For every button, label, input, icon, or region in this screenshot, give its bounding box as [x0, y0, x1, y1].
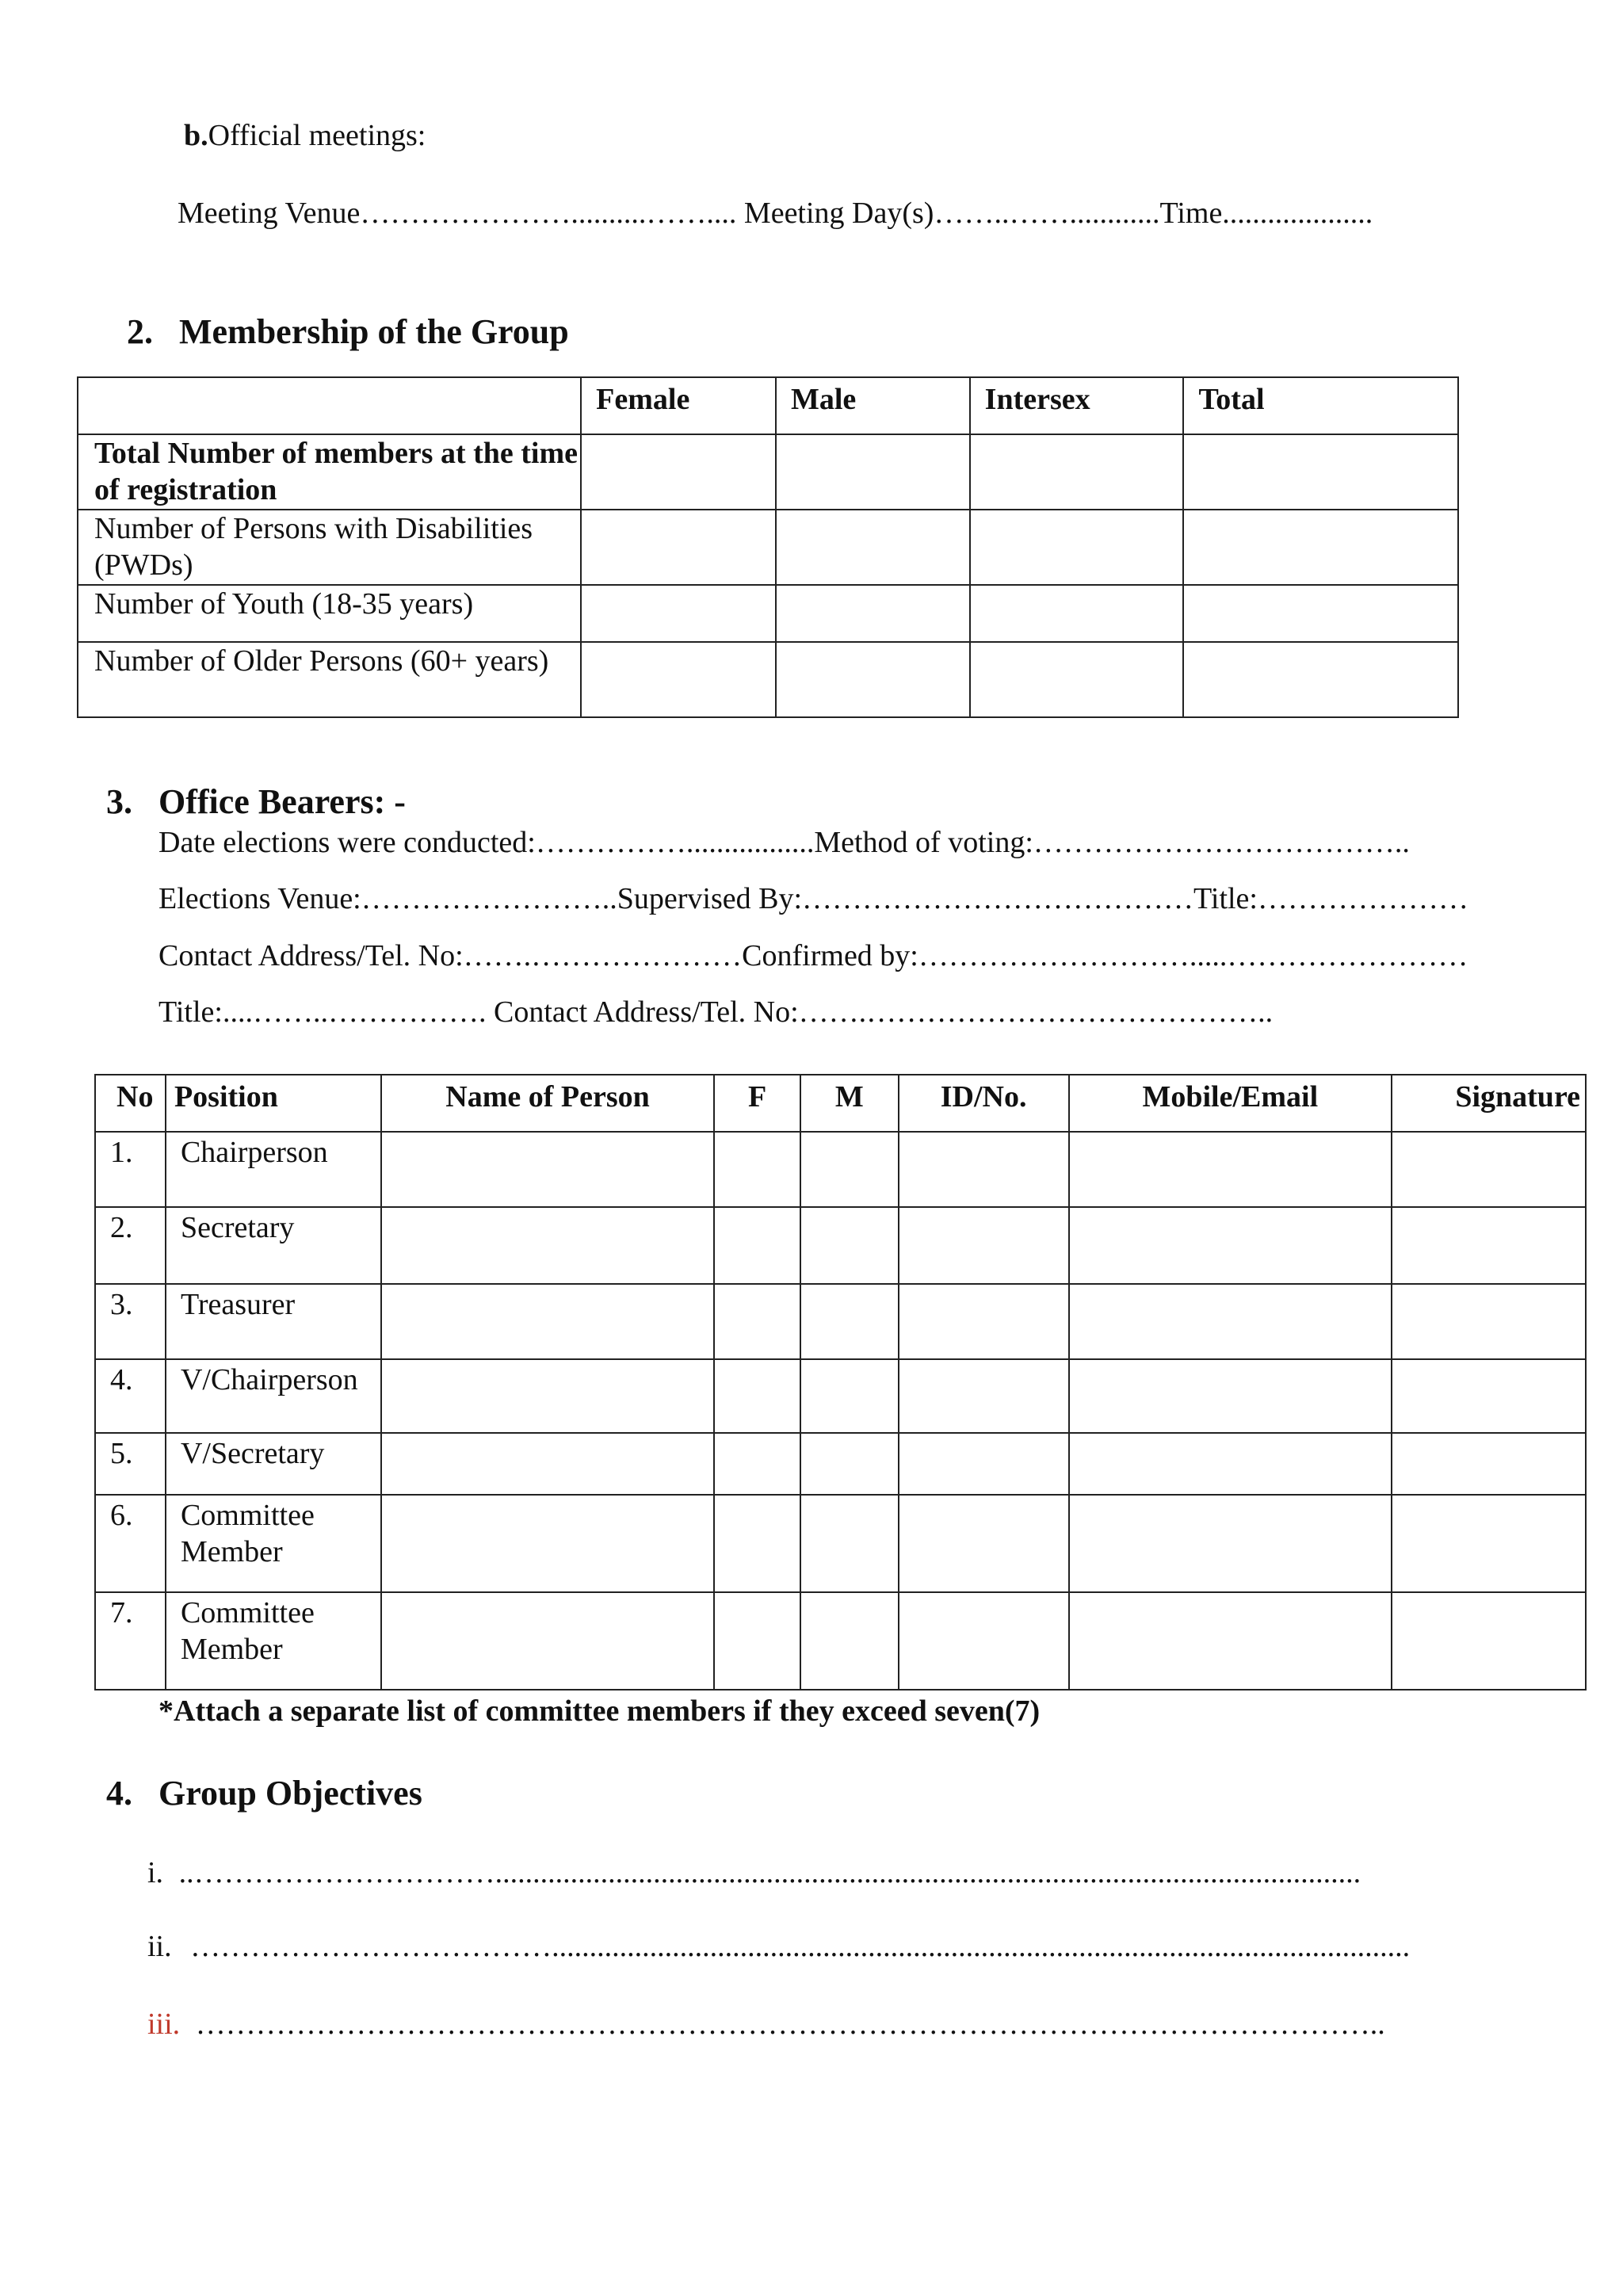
membership-cell-female[interactable] — [581, 510, 776, 585]
m-cell[interactable] — [800, 1495, 899, 1592]
signature-cell[interactable] — [1392, 1284, 1586, 1359]
row-number: 3. — [95, 1284, 166, 1359]
row-number: 7. — [95, 1592, 166, 1690]
row-position: Committee Member — [166, 1495, 381, 1592]
membership-cell-male[interactable] — [776, 642, 970, 717]
name-cell[interactable] — [381, 1592, 714, 1690]
name-cell[interactable] — [381, 1433, 714, 1495]
objective-line[interactable]: ..…………………………................................................................................................................... — [178, 1856, 1361, 1889]
membership-col-total: Total — [1183, 377, 1458, 434]
mobile-email-cell[interactable] — [1069, 1132, 1392, 1207]
row-number: 4. — [95, 1359, 166, 1433]
table-row — [78, 510, 1458, 585]
membership-cell-male[interactable] — [776, 585, 970, 642]
official-meetings-prefix: b. — [184, 119, 208, 152]
membership-cell-total[interactable] — [1183, 585, 1458, 642]
attach-note: *Attach a separate list of committee members if they exceed seven(7) — [158, 1694, 1041, 1728]
signature-cell[interactable] — [1392, 1132, 1586, 1207]
objective-number: iii. — [147, 2008, 181, 2041]
membership-row-label: Total Number of members at the time of registration — [78, 434, 581, 510]
office-bearers-heading-number: 3. — [106, 782, 132, 821]
objective-line[interactable]: ……………………………….................................................................................................................. — [190, 1930, 1411, 1963]
objective-number: i. — [147, 1856, 164, 1889]
title-contact-line[interactable]: Title:....……..……………. Contact Address/Tel. No:…….………………………………….. — [158, 995, 1274, 1029]
col-signature: Signature — [1392, 1075, 1586, 1132]
f-cell[interactable] — [714, 1433, 800, 1495]
objective-item — [147, 2009, 1385, 2039]
signature-cell[interactable] — [1392, 1433, 1586, 1495]
membership-header-row — [78, 377, 1458, 434]
f-cell[interactable] — [714, 1284, 800, 1359]
mobile-email-cell[interactable] — [1069, 1359, 1392, 1433]
col-name-of-person: Name of Person — [381, 1075, 714, 1132]
m-cell[interactable] — [800, 1592, 899, 1690]
id-cell[interactable] — [899, 1359, 1069, 1433]
office-bearers-table — [94, 1074, 1587, 1690]
objectives-heading — [106, 1776, 422, 1811]
mobile-email-cell[interactable] — [1069, 1592, 1392, 1690]
membership-row-label: Number of Youth (18-35 years) — [78, 585, 581, 642]
membership-cell-female[interactable] — [581, 642, 776, 717]
meeting-venue-line[interactable]: Meeting Venue…………………..........…….... Meeting Day(s)……..……............Time.................... — [178, 197, 1373, 230]
mobile-email-cell[interactable] — [1069, 1284, 1392, 1359]
membership-cell-male[interactable] — [776, 434, 970, 510]
membership-cell-male[interactable] — [776, 510, 970, 585]
row-position: Committee Member — [166, 1592, 381, 1690]
signature-cell[interactable] — [1392, 1495, 1586, 1592]
id-cell[interactable] — [899, 1132, 1069, 1207]
office-header-row — [95, 1075, 1586, 1132]
membership-row-label: Number of Older Persons (60+ years) — [78, 642, 581, 717]
row-number: 6. — [95, 1495, 166, 1592]
official-meetings-text: Official meetings: — [208, 119, 426, 152]
f-cell[interactable] — [714, 1359, 800, 1433]
official-meetings-label — [184, 120, 426, 151]
table-row — [95, 1284, 1586, 1359]
membership-heading-text: Membership of the Group — [179, 312, 569, 351]
table-row — [78, 585, 1458, 642]
signature-cell[interactable] — [1392, 1592, 1586, 1690]
table-row — [95, 1132, 1586, 1207]
membership-cell-intersex[interactable] — [970, 434, 1184, 510]
objective-number: ii. — [147, 1930, 172, 1963]
row-number: 1. — [95, 1132, 166, 1207]
name-cell[interactable] — [381, 1359, 714, 1433]
id-cell[interactable] — [899, 1592, 1069, 1690]
table-row — [95, 1433, 1586, 1495]
row-position: V/Secretary — [166, 1433, 381, 1495]
f-cell[interactable] — [714, 1132, 800, 1207]
mobile-email-cell[interactable] — [1069, 1495, 1392, 1592]
row-number: 5. — [95, 1433, 166, 1495]
objectives-heading-number: 4. — [106, 1774, 132, 1813]
col-f: F — [714, 1075, 800, 1132]
membership-row-label: Number of Persons with Disabilities (PWDs) — [78, 510, 581, 585]
office-bearers-heading-text: Office Bearers: - — [158, 782, 406, 821]
membership-col-male: Male — [776, 377, 970, 434]
row-position: Secretary — [166, 1207, 381, 1284]
office-bearers-heading — [106, 782, 406, 821]
membership-cell-total[interactable] — [1183, 642, 1458, 717]
membership-cell-intersex[interactable] — [970, 510, 1184, 585]
membership-cell-intersex[interactable] — [970, 642, 1184, 717]
m-cell[interactable] — [800, 1284, 899, 1359]
elections-date-line[interactable]: Date elections were conducted:…………….................Method of voting:……………………………….. — [158, 826, 1410, 859]
m-cell[interactable] — [800, 1132, 899, 1207]
table-row — [78, 642, 1458, 717]
elections-venue-line[interactable]: Elections Venue:……………………..Supervised By:…………………………………Title:………………… — [158, 882, 1468, 915]
id-cell[interactable] — [899, 1433, 1069, 1495]
membership-col-intersex: Intersex — [970, 377, 1184, 434]
row-position: Chairperson — [166, 1132, 381, 1207]
col-position: Position — [166, 1075, 381, 1132]
m-cell[interactable] — [800, 1359, 899, 1433]
objective-item — [147, 1858, 1361, 1888]
name-cell[interactable] — [381, 1132, 714, 1207]
membership-cell-total[interactable] — [1183, 510, 1458, 585]
mobile-email-cell[interactable] — [1069, 1207, 1392, 1284]
col-mobile-email: Mobile/Email — [1069, 1075, 1392, 1132]
col-m: M — [800, 1075, 899, 1132]
signature-cell[interactable] — [1392, 1359, 1586, 1433]
membership-col-blank — [78, 377, 581, 434]
table-row — [95, 1359, 1586, 1433]
table-row — [95, 1495, 1586, 1592]
m-cell[interactable] — [800, 1433, 899, 1495]
table-row — [95, 1207, 1586, 1284]
signature-cell[interactable] — [1392, 1207, 1586, 1284]
f-cell[interactable] — [714, 1207, 800, 1284]
col-no: No — [95, 1075, 166, 1132]
id-cell[interactable] — [899, 1495, 1069, 1592]
objective-line[interactable]: ……………………………………………………………………………………………………….. — [195, 2008, 1385, 2041]
membership-col-female: Female — [581, 377, 776, 434]
f-cell[interactable] — [714, 1495, 800, 1592]
membership-heading-number: 2. — [127, 312, 153, 351]
row-position: V/Chairperson — [166, 1359, 381, 1433]
name-cell[interactable] — [381, 1284, 714, 1359]
row-position: Treasurer — [166, 1284, 381, 1359]
objectives-heading-text: Group Objectives — [158, 1774, 422, 1813]
row-number: 2. — [95, 1207, 166, 1284]
f-cell[interactable] — [714, 1592, 800, 1690]
membership-table — [77, 376, 1459, 718]
name-cell[interactable] — [381, 1495, 714, 1592]
id-cell[interactable] — [899, 1207, 1069, 1284]
membership-cell-total[interactable] — [1183, 434, 1458, 510]
membership-cell-female[interactable] — [581, 434, 776, 510]
table-row — [95, 1592, 1586, 1690]
m-cell[interactable] — [800, 1207, 899, 1284]
mobile-email-cell[interactable] — [1069, 1433, 1392, 1495]
id-cell[interactable] — [899, 1284, 1069, 1359]
objective-item — [147, 1931, 1410, 1962]
membership-heading — [127, 312, 569, 351]
table-row — [78, 434, 1458, 510]
membership-cell-intersex[interactable] — [970, 585, 1184, 642]
membership-cell-female[interactable] — [581, 585, 776, 642]
col-id-no: ID/No. — [899, 1075, 1069, 1132]
name-cell[interactable] — [381, 1207, 714, 1284]
contact-address-line[interactable]: Contact Address/Tel. No:…….…………………Confirmed by:……………………….....…………………… — [158, 939, 1468, 972]
